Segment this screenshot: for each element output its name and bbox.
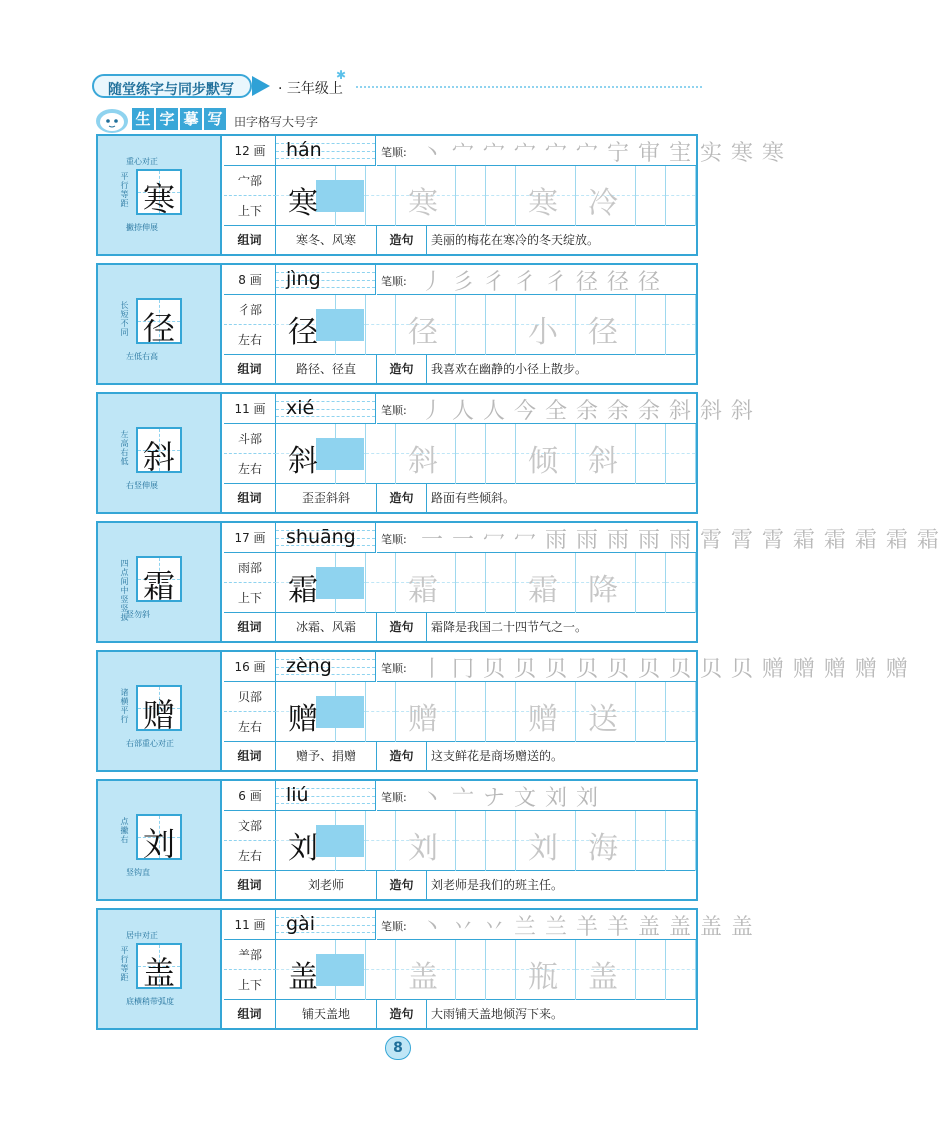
pinyin-box [276, 781, 376, 811]
practice-cell[interactable] [336, 811, 366, 871]
stroke-order-label: 笔顺: [381, 275, 407, 288]
stroke-sequence: 丨 冂 贝 贝 贝 贝 贝 贝 贝 贝 贝 赠 赠 赠 赠 赠 [421, 657, 909, 682]
practice-cell[interactable] [366, 166, 396, 226]
practice-cell[interactable] [276, 811, 336, 871]
practice-cell[interactable] [516, 811, 576, 871]
practice-cell[interactable] [456, 940, 486, 1000]
usage-row [224, 742, 696, 770]
sentence-text: 美丽的梅花在寒冷的冬天绽放。 [431, 233, 600, 247]
practice-char: 刘 [288, 831, 318, 866]
tip-bottom: 底横稍带弧度 [126, 997, 174, 1006]
model-char: 霜 [142, 567, 175, 605]
usage-row [224, 871, 696, 899]
trace-char: 霜 [408, 573, 438, 608]
star-icon: ✱ [336, 68, 347, 82]
trace-char: 寒 [408, 186, 438, 221]
sentence-text: 大雨铺天盖地倾泻下来。 [431, 1007, 564, 1021]
practice-cell[interactable] [516, 424, 576, 484]
sentence-label: 造句 [377, 871, 427, 899]
usage-row [224, 613, 696, 641]
stroke-count: 16 画 [224, 652, 276, 682]
trace-char: 霜 [528, 573, 558, 608]
practice-cell[interactable] [666, 166, 696, 226]
stroke-order-row [377, 781, 696, 811]
practice-cell[interactable] [636, 682, 666, 742]
practice-cell[interactable] [276, 295, 336, 355]
practice-cell[interactable] [576, 811, 636, 871]
usage-row [224, 355, 696, 383]
model-char: 刘 [142, 825, 175, 863]
practice-cell[interactable] [666, 295, 696, 355]
word-group: 冰霜、风霜 [276, 613, 377, 641]
word-group-label: 组词 [224, 355, 276, 383]
word-group: 刘老师 [276, 871, 377, 899]
trace-char: 瓶 [528, 960, 558, 995]
pinyin: liú [286, 784, 309, 806]
pinyin: jìng [286, 268, 321, 290]
radical: 雨部 [224, 553, 276, 583]
pinyin: hán [286, 139, 322, 161]
stroke-count: 8 画 [224, 265, 276, 295]
radical: ⺷部 [224, 940, 276, 970]
practice-cell[interactable] [396, 424, 456, 484]
model-tianzige [136, 427, 182, 476]
practice-cell[interactable] [576, 553, 636, 613]
practice-cell[interactable] [276, 553, 336, 613]
trace-char: 冷 [588, 186, 618, 221]
character-card [96, 521, 940, 643]
practice-cell[interactable] [666, 682, 696, 742]
stroke-sequence: 丶 宀 宀 宀 宀 宀 宁 审 宔 实 寒 寒 [421, 141, 785, 166]
word-group: 歪歪斜斜 [276, 484, 377, 512]
practice-cell[interactable] [576, 424, 636, 484]
model-panel [98, 394, 222, 512]
practice-cell[interactable] [636, 295, 666, 355]
stroke-order-row [377, 136, 785, 166]
model-panel [98, 523, 222, 641]
practice-cell[interactable] [576, 166, 636, 226]
tip-side-left: 平行等距 [120, 172, 129, 208]
page-header [92, 68, 702, 100]
section-char: 生 [132, 108, 154, 130]
practice-cell[interactable] [456, 682, 486, 742]
sentence-text: 刘老师是我们的班主任。 [431, 878, 564, 892]
radical: 文部 [224, 811, 276, 841]
tip-bottom: 右部重心对正 [126, 739, 174, 748]
practice-cell[interactable] [576, 940, 636, 1000]
trace-char: 赠 [408, 702, 438, 737]
page-number: 8 [385, 1036, 411, 1060]
structure: 上下 [224, 583, 276, 613]
practice-cell[interactable] [336, 295, 366, 355]
character-card [96, 392, 754, 514]
stroke-order-label: 笔顺: [381, 662, 407, 675]
stroke-sequence: 丶 亠 ナ 文 刘 刘 [421, 786, 599, 811]
word-group: 铺天盖地 [276, 1000, 377, 1028]
section-char: 字 [156, 108, 178, 130]
model-char: 寒 [142, 180, 175, 218]
sentence-text: 我喜欢在幽静的小径上散步。 [431, 362, 588, 376]
practice-cell[interactable] [456, 424, 486, 484]
stroke-count: 12 画 [224, 136, 276, 166]
practice-cell[interactable] [486, 553, 516, 613]
model-char: 赠 [142, 696, 175, 734]
practice-cell[interactable] [486, 811, 516, 871]
radical: 贝部 [224, 682, 276, 712]
practice-char: 盖 [288, 960, 318, 995]
trace-char: 赠 [528, 702, 558, 737]
practice-cell[interactable] [486, 424, 516, 484]
pinyin-box [276, 394, 376, 424]
stroke-order-row [377, 394, 754, 424]
practice-cell[interactable] [366, 811, 396, 871]
tip-bottom: 竖钩直 [126, 868, 150, 877]
structure: 左右 [224, 454, 276, 484]
sentence-label: 造句 [377, 226, 427, 254]
trace-char: 径 [588, 315, 618, 350]
practice-cell[interactable] [516, 166, 576, 226]
practice-cell[interactable] [486, 166, 516, 226]
stroke-count: 6 画 [224, 781, 276, 811]
practice-cell[interactable] [396, 682, 456, 742]
tip-side-left: 长短不同 [120, 301, 129, 337]
model-panel [98, 652, 222, 770]
stroke-order-label: 笔顺: [381, 146, 407, 159]
character-card [96, 134, 785, 256]
tip-bottom: 左低右高 [126, 352, 158, 361]
mascot-icon [94, 104, 130, 134]
practice-cell[interactable] [636, 166, 666, 226]
model-char: 径 [142, 309, 175, 347]
practice-cell[interactable] [486, 295, 516, 355]
practice-cell[interactable] [336, 682, 366, 742]
word-group-label: 组词 [224, 871, 276, 899]
practice-cell[interactable] [666, 553, 696, 613]
section-char: 写 [204, 108, 226, 130]
stroke-sequence: 丿 人 人 今 全 余 余 余 斜 斜 斜 [421, 399, 754, 424]
practice-cell[interactable] [336, 424, 366, 484]
trace-char: 倾 [528, 444, 558, 479]
pinyin-box [276, 136, 376, 166]
practice-cell[interactable] [636, 424, 666, 484]
stroke-order-row [377, 652, 909, 682]
stroke-order-row [377, 910, 754, 940]
tip-top: 重心对正 [126, 157, 158, 166]
book-title-pill [92, 74, 252, 98]
tip-bottom: 竖勿斜 [126, 610, 150, 619]
stroke-count: 11 画 [224, 910, 276, 940]
sentence-label: 造句 [377, 742, 427, 770]
model-tianzige [136, 556, 182, 605]
trace-char: 小 [528, 315, 558, 350]
practice-cell[interactable] [396, 295, 456, 355]
practice-cell[interactable] [396, 166, 456, 226]
usage-row [224, 484, 696, 512]
structure: 左右 [224, 712, 276, 742]
practice-cell[interactable] [516, 553, 576, 613]
stroke-sequence: 丿 彡 彳 彳 彳 径 径 径 [421, 270, 661, 295]
book-title: 随堂练字与同步默写 [108, 82, 234, 98]
stroke-order-label: 笔顺: [381, 404, 407, 417]
practice-cell[interactable] [516, 295, 576, 355]
practice-cell[interactable] [366, 424, 396, 484]
stroke-count: 17 画 [224, 523, 276, 553]
model-panel [98, 136, 222, 254]
word-group: 赠予、捐赠 [276, 742, 377, 770]
model-panel [98, 265, 222, 383]
trace-char: 降 [588, 573, 618, 608]
practice-cell[interactable] [516, 940, 576, 1000]
practice-char: 霜 [288, 573, 318, 608]
pinyin-box [276, 910, 376, 940]
pinyin-box [276, 265, 376, 295]
practice-cell[interactable] [666, 940, 696, 1000]
trace-char: 刘 [528, 831, 558, 866]
practice-cell[interactable] [336, 553, 366, 613]
character-card [96, 908, 754, 1030]
practice-cell[interactable] [486, 940, 516, 1000]
practice-grid [276, 166, 696, 226]
trace-char: 斜 [588, 444, 618, 479]
word-group-label: 组词 [224, 1000, 276, 1028]
practice-cell[interactable] [636, 811, 666, 871]
practice-grid [276, 553, 696, 613]
sentence-text: 路面有些倾斜。 [431, 491, 516, 505]
pinyin: gài [286, 913, 315, 935]
practice-cell[interactable] [396, 811, 456, 871]
stroke-order-row [377, 265, 696, 295]
practice-char: 径 [288, 315, 318, 350]
practice-char: 寒 [288, 186, 318, 221]
model-tianzige [136, 685, 182, 734]
sentence-label: 造句 [377, 355, 427, 383]
trace-char: 斜 [408, 444, 438, 479]
practice-cell[interactable] [666, 424, 696, 484]
model-panel [98, 910, 222, 1028]
structure: 左右 [224, 325, 276, 355]
stroke-order-label: 笔顺: [381, 920, 407, 933]
grade-label: · 三年级上 [278, 81, 343, 97]
practice-cell[interactable] [366, 295, 396, 355]
practice-char: 赠 [288, 702, 318, 737]
stroke-order-label: 笔顺: [381, 533, 407, 546]
trace-char: 送 [588, 702, 618, 737]
trace-char: 盖 [408, 960, 438, 995]
word-group-label: 组词 [224, 742, 276, 770]
section-title [94, 104, 414, 134]
word-group: 寒冬、风寒 [276, 226, 377, 254]
word-group: 路径、径直 [276, 355, 377, 383]
pinyin: xié [286, 397, 315, 419]
practice-cell[interactable] [666, 811, 696, 871]
structure: 上下 [224, 970, 276, 1000]
sentence-label: 造句 [377, 613, 427, 641]
word-group-label: 组词 [224, 613, 276, 641]
model-tianzige [136, 943, 182, 992]
model-char: 盖 [142, 954, 175, 992]
trace-char: 寒 [528, 186, 558, 221]
tip-top: 居中对正 [126, 931, 158, 940]
practice-cell[interactable] [366, 682, 396, 742]
radical: 斗部 [224, 424, 276, 454]
structure: 上下 [224, 196, 276, 226]
practice-cell[interactable] [486, 682, 516, 742]
radical: 宀部 [224, 166, 276, 196]
arrow-icon [252, 76, 270, 96]
stroke-sequence: 丶 丷 丷 兰 兰 羊 羊 盖 盖 盖 盖 [421, 915, 754, 940]
character-card [96, 779, 698, 901]
sentence-text: 霜降是我国二十四节气之一。 [431, 620, 588, 634]
practice-cell[interactable] [276, 682, 336, 742]
practice-cell[interactable] [516, 682, 576, 742]
model-char: 斜 [142, 438, 175, 476]
practice-cell[interactable] [456, 295, 486, 355]
practice-cell[interactable] [396, 553, 456, 613]
character-card [96, 263, 698, 385]
stroke-sequence: 一 一 冖 冖 雨 雨 雨 雨 雨 霄 霄 霄 霜 霜 霜 霜 霜 [421, 528, 940, 553]
word-group-label: 组词 [224, 484, 276, 512]
practice-cell[interactable] [636, 553, 666, 613]
tip-bottom: 右竖伸展 [126, 481, 158, 490]
practice-grid [276, 682, 696, 742]
trace-char: 径 [408, 315, 438, 350]
practice-grid [276, 295, 696, 355]
stroke-order-label: 笔顺: [381, 791, 407, 804]
practice-grid [276, 940, 696, 1000]
trace-char: 刘 [408, 831, 438, 866]
tip-side-left: 四点间中竖竖拔 [120, 559, 129, 622]
usage-row [224, 226, 696, 254]
practice-cell[interactable] [396, 940, 456, 1000]
practice-grid [276, 811, 696, 871]
practice-cell[interactable] [576, 295, 636, 355]
stroke-count: 11 画 [224, 394, 276, 424]
tip-side-left: 平行等距 [120, 946, 129, 982]
practice-cell[interactable] [276, 166, 336, 226]
practice-cell[interactable] [636, 940, 666, 1000]
model-tianzige [136, 169, 182, 218]
practice-cell[interactable] [336, 166, 366, 226]
tip-side-left: 诸横平行 [120, 688, 129, 724]
character-card [96, 650, 909, 772]
tip-bottom: 撇捺伸展 [126, 223, 158, 232]
pinyin: shuāng [286, 526, 356, 548]
sentence-text: 这支鲜花是商场赠送的。 [431, 749, 564, 763]
practice-grid [276, 424, 696, 484]
practice-cell[interactable] [276, 940, 336, 1000]
section-subtitle: 田字格写大号字 [234, 115, 319, 129]
practice-cell[interactable] [576, 682, 636, 742]
practice-cell[interactable] [456, 811, 486, 871]
stroke-order-row [377, 523, 940, 553]
sentence-label: 造句 [377, 1000, 427, 1028]
practice-cell[interactable] [366, 940, 396, 1000]
pinyin-box [276, 523, 376, 553]
pinyin-box [276, 652, 376, 682]
section-char: 摹 [180, 108, 202, 130]
practice-cell[interactable] [456, 166, 486, 226]
tip-side-left: 左高右低 [120, 430, 129, 466]
practice-cell[interactable] [366, 553, 396, 613]
model-tianzige [136, 298, 182, 347]
radical: 彳部 [224, 295, 276, 325]
practice-cell[interactable] [456, 553, 486, 613]
pinyin: zèng [286, 655, 332, 677]
practice-cell[interactable] [276, 424, 336, 484]
model-tianzige [136, 814, 182, 863]
structure: 左右 [224, 841, 276, 871]
practice-char: 斜 [288, 444, 318, 479]
tip-side-left: 点撇右 [120, 817, 129, 844]
sentence-label: 造句 [377, 484, 427, 512]
trace-char: 海 [588, 831, 618, 866]
usage-row [224, 1000, 696, 1028]
word-group-label: 组词 [224, 226, 276, 254]
practice-cell[interactable] [336, 940, 366, 1000]
header-dotted-line [356, 86, 702, 88]
model-panel [98, 781, 222, 899]
trace-char: 盖 [588, 960, 618, 995]
